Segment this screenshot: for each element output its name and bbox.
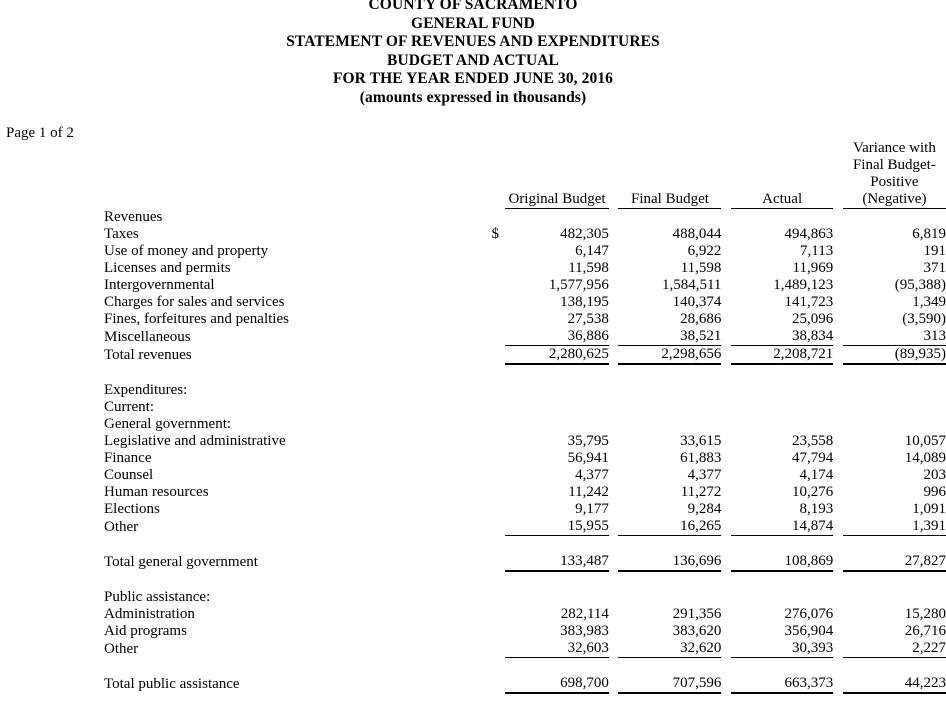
cell-variance: 27,827	[843, 553, 946, 571]
row-label-use-of-money-and-property: Use of money and property	[104, 243, 269, 259]
title-line-3: STATEMENT OF REVENUES AND EXPENDITURES	[286, 33, 660, 51]
row-label-counsel: Counsel	[104, 467, 154, 483]
cell-variance: 10,057	[904, 433, 946, 449]
cell-original: 133,487	[505, 553, 609, 571]
row-label-elections: Elections	[104, 501, 160, 517]
cell-original: 9,177	[575, 501, 609, 517]
table-row	[104, 277, 946, 294]
section-heading-row-public-assistance	[104, 589, 946, 606]
cell-original: 282,114	[560, 606, 609, 622]
title-line-5: FOR THE YEAR ENDED JUNE 30, 2016	[332, 70, 614, 88]
section-heading-row-revenues	[104, 209, 946, 227]
statement-table	[104, 140, 946, 694]
section-heading-row-expenditures	[104, 382, 946, 399]
section-heading-row-general-government	[104, 416, 946, 433]
cell-original: 1,577,956	[548, 277, 609, 293]
cell-variance: (3,590)	[902, 311, 946, 327]
cell-original: 56,941	[567, 450, 609, 466]
table-row	[104, 433, 946, 450]
variance-header-line-2: Final Budget-	[852, 157, 936, 173]
revenues-heading-symbol	[491, 209, 505, 227]
section-heading-row-current	[104, 399, 946, 416]
cell-final: 6,922	[687, 243, 722, 259]
cell-original: 11,598	[568, 260, 609, 276]
header-blank-label	[104, 140, 491, 209]
cell-variance: 6,819	[912, 226, 946, 242]
cell-final: 38,521	[618, 328, 721, 346]
total-row-revenues	[104, 346, 946, 365]
cell-actual: 356,904	[784, 623, 834, 639]
table-row	[104, 501, 946, 518]
cell-final: 383,620	[672, 623, 722, 639]
revenues-heading-final	[618, 209, 721, 227]
cell-final: 4,377	[687, 467, 722, 483]
cell-actual: 14,874	[731, 518, 833, 536]
variance-header-line-3: Positive	[870, 174, 919, 190]
section-heading-public-assistance: Public assistance:	[104, 589, 211, 605]
cell-actual: 10,276	[791, 484, 834, 500]
row-label-general-government-other: Other	[104, 518, 139, 535]
row-label-total-general-government: Total general government	[104, 554, 258, 570]
cell-final: 11,272	[680, 484, 722, 500]
cell-original: 2,280,625	[505, 346, 609, 365]
row-label-licenses-and-permits: Licenses and permits	[104, 260, 231, 276]
row-label-charges-for-sales-and-services: Charges for sales and services	[104, 294, 285, 310]
row-label-finance: Finance	[104, 450, 152, 466]
cell-original: 4,377	[575, 467, 609, 483]
cell-final: 140,374	[672, 294, 722, 310]
header-gap-2	[721, 140, 731, 209]
cell-variance: (89,935)	[843, 346, 946, 365]
cell-final: 61,883	[680, 450, 722, 466]
variance-header-line-4: (Negative)	[862, 191, 927, 207]
cell-variance: 44,223	[843, 675, 946, 693]
column-header-row	[104, 140, 946, 209]
cell-variance: 1,349	[912, 294, 946, 310]
table-row	[104, 606, 946, 623]
column-header-variance	[843, 140, 946, 209]
column-header-original-budget: Original Budget	[505, 140, 609, 209]
cell-actual: 1,489,123	[773, 277, 834, 293]
cell-final: 2,298,656	[618, 346, 721, 365]
cell-actual: 30,393	[731, 640, 833, 658]
cell-final: 33,615	[680, 433, 722, 449]
cell-variance: 996	[923, 484, 946, 500]
cell-actual: 38,834	[731, 328, 833, 346]
cell-final: 707,596	[618, 675, 721, 693]
column-header-actual: Actual	[731, 140, 833, 209]
cell-original: 698,700	[505, 675, 609, 693]
cell-variance: 1,391	[843, 518, 946, 536]
row-label-taxes: Taxes	[104, 226, 139, 242]
section-heading-general-government: General government:	[104, 416, 232, 432]
row-label-aid-programs: Aid programs	[104, 623, 187, 639]
cell-original: 32,603	[505, 640, 609, 658]
table-row	[104, 243, 946, 260]
cell-actual: 7,113	[800, 243, 834, 259]
cell-final: 28,686	[680, 311, 722, 327]
spacer-row	[104, 536, 946, 554]
cell-actual: 141,723	[784, 294, 834, 310]
table-row	[104, 294, 946, 311]
section-heading-current: Current:	[104, 399, 154, 415]
cell-original: 138,195	[560, 294, 609, 310]
cell-actual: 108,869	[731, 553, 833, 571]
title-line-4: BUDGET AND ACTUAL	[387, 51, 559, 69]
cell-actual: 8,193	[799, 501, 834, 517]
row-label-public-assistance-other: Other	[104, 640, 139, 657]
spacer-row	[104, 571, 946, 589]
section-heading-expenditures: Expenditures:	[104, 382, 188, 398]
cell-actual: 663,373	[731, 675, 833, 693]
cell-actual: 23,558	[791, 433, 834, 449]
header-blank-symbol	[491, 140, 505, 209]
row-label-intergovernmental: Intergovernmental	[104, 277, 215, 293]
cell-variance: 2,227	[843, 640, 946, 658]
cell-final: 488,044	[672, 226, 722, 242]
cell-final: 291,356	[672, 606, 722, 622]
cell-variance: 1,091	[912, 501, 946, 517]
cell-variance: (95,388)	[894, 277, 946, 293]
cell-final: 9,284	[687, 501, 722, 517]
currency-symbol: $	[491, 226, 499, 242]
cell-final: 1,584,511	[661, 277, 722, 293]
revenues-heading-variance	[843, 209, 946, 227]
table-row	[104, 640, 946, 658]
cell-variance: 26,716	[904, 623, 946, 639]
cell-actual: 2,208,721	[731, 346, 833, 365]
revenues-heading-original	[505, 209, 609, 227]
row-label-miscellaneous: Miscellaneous	[104, 328, 191, 345]
cell-original: 383,983	[560, 623, 609, 639]
cell-actual: 4,174	[799, 467, 834, 483]
cell-final: 32,620	[618, 640, 721, 658]
cell-actual: 47,794	[791, 450, 834, 466]
row-label-human-resources: Human resources	[104, 484, 209, 500]
title-line-6: (amounts expressed in thousands)	[359, 88, 587, 106]
table-row	[104, 467, 946, 484]
cell-final: 136,696	[618, 553, 721, 571]
title-line-1: COUNTY OF SACRAMENTO	[368, 0, 578, 13]
total-row-public-assistance	[104, 675, 946, 693]
table-row	[104, 623, 946, 640]
cell-original: 35,795	[567, 433, 609, 449]
revenues-heading-actual	[731, 209, 833, 227]
table-row	[104, 518, 946, 536]
cell-original: 27,538	[567, 311, 609, 327]
table-row	[104, 450, 946, 467]
variance-header-line-1: Variance with	[852, 140, 936, 156]
row-label-legislative-and-administrative: Legislative and administrative	[104, 433, 286, 449]
cell-variance: 313	[843, 328, 946, 346]
spacer-row	[104, 364, 946, 382]
row-label-total-public-assistance: Total public assistance	[104, 676, 240, 692]
cell-variance: 14,089	[904, 450, 946, 466]
cell-original: 15,955	[505, 518, 609, 536]
section-heading-revenues: Revenues	[104, 209, 163, 225]
header-gap-3	[833, 140, 843, 209]
cell-variance: 191	[923, 243, 946, 259]
cell-actual: 276,076	[784, 606, 834, 622]
row-label-fines-forfeitures-and-penalties: Fines, forfeitures and penalties	[104, 311, 289, 327]
cell-actual: 11,969	[792, 260, 834, 276]
cell-actual: 494,863	[784, 226, 834, 242]
row-label-total-revenues: Total revenues	[104, 347, 192, 363]
cell-original: 11,242	[568, 484, 609, 500]
page-indicator: Page 1 of 2	[6, 125, 74, 141]
table-row	[104, 226, 946, 243]
row-label-administration: Administration	[104, 606, 195, 622]
total-row-general-government	[104, 553, 946, 571]
cell-original: 36,886	[505, 328, 609, 346]
cell-original: 6,147	[575, 243, 609, 259]
cell-final: 16,265	[618, 518, 721, 536]
table-row	[104, 311, 946, 328]
spacer-row	[104, 658, 946, 676]
header-gap-1	[609, 140, 619, 209]
table-row	[104, 484, 946, 501]
cell-actual: 25,096	[791, 311, 834, 327]
table-row	[104, 260, 946, 277]
cell-variance: 203	[923, 467, 946, 483]
column-header-final-budget: Final Budget	[618, 140, 721, 209]
title-line-2: GENERAL FUND	[411, 14, 535, 32]
cell-original: 482,305	[560, 226, 609, 242]
cell-variance: 371	[923, 260, 946, 276]
cell-final: 11,598	[680, 260, 722, 276]
table-row	[104, 328, 946, 346]
cell-variance: 15,280	[904, 606, 946, 622]
